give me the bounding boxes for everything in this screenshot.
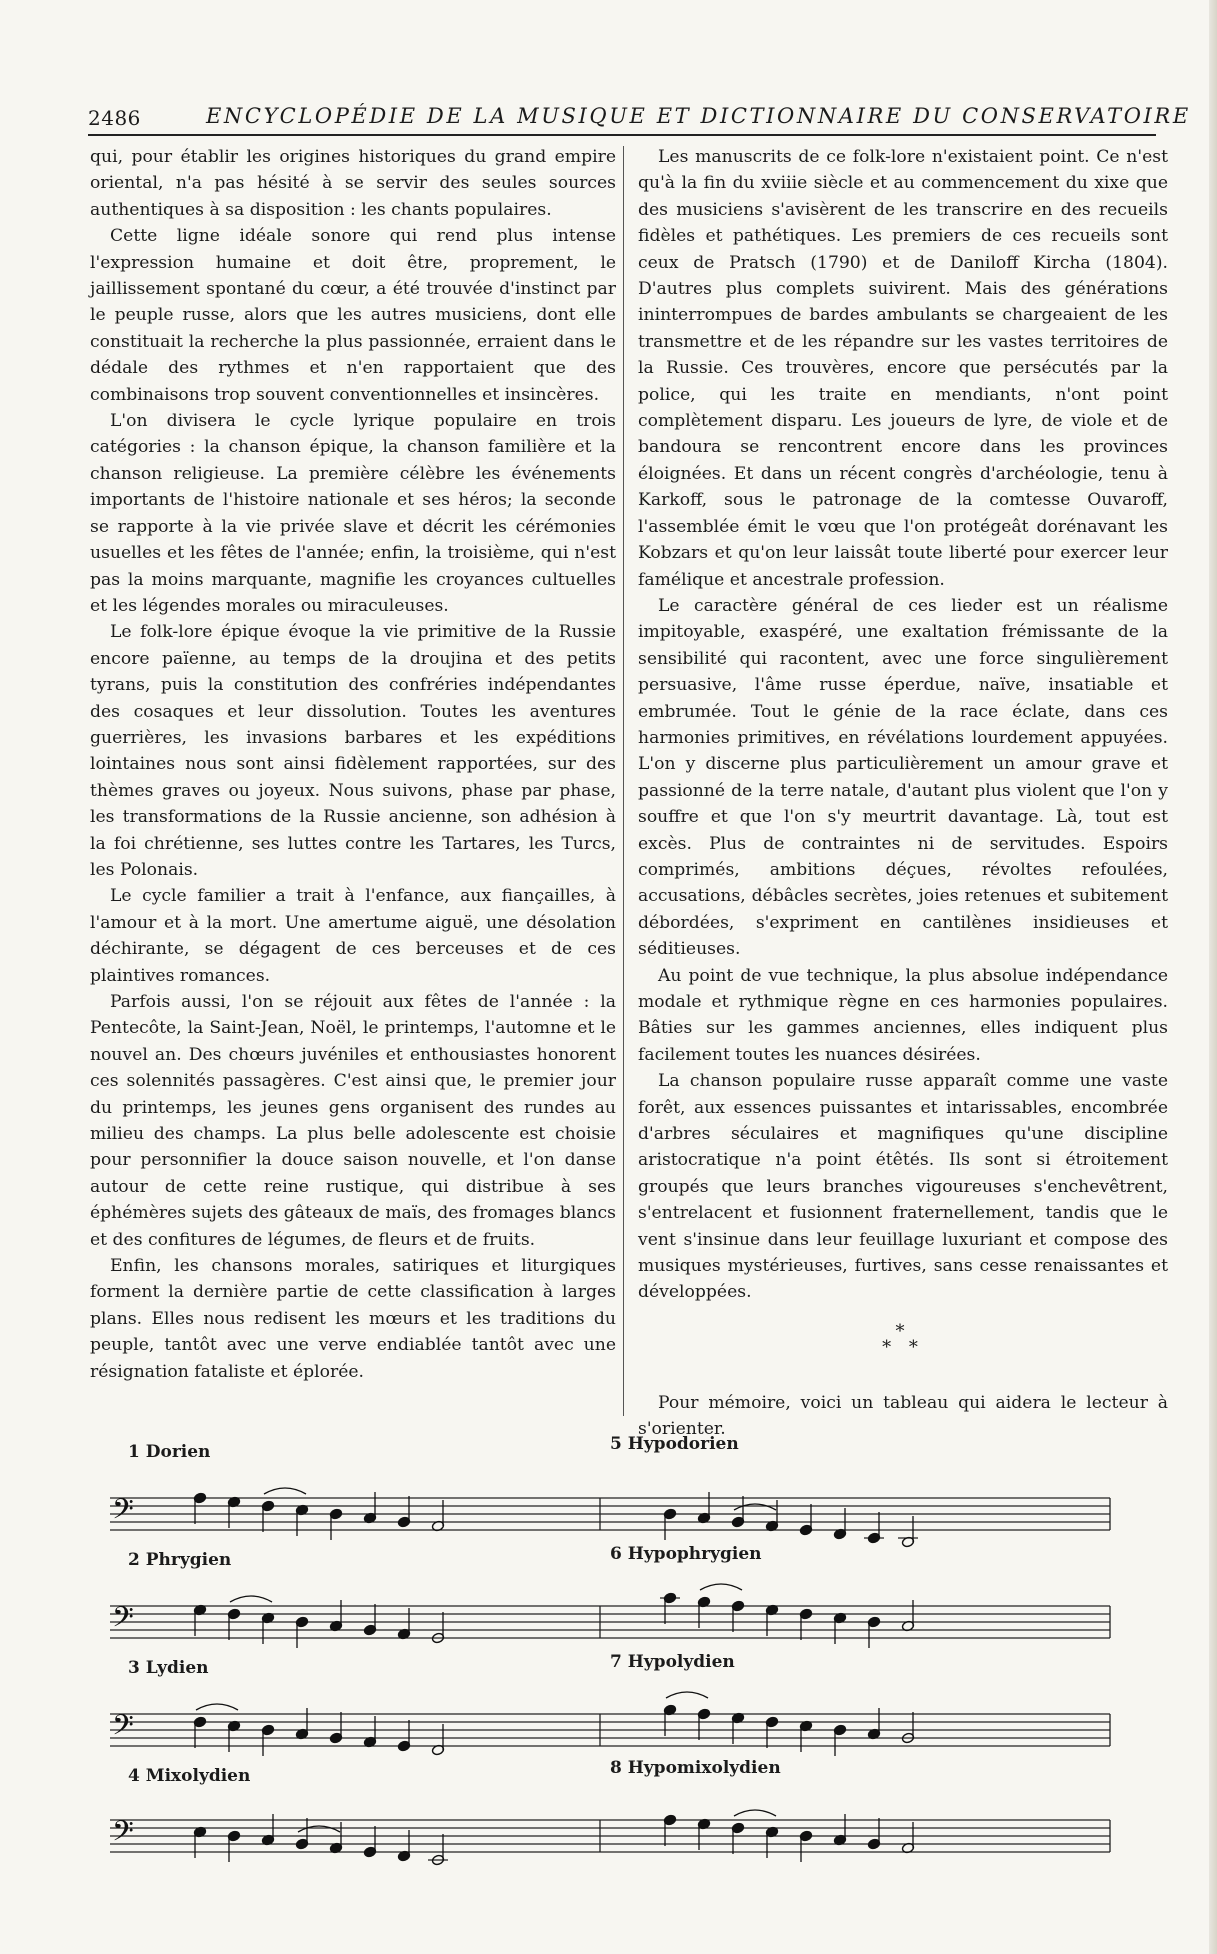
scale-label: 8 Hypomixolydien xyxy=(610,1758,781,1778)
left-column xyxy=(90,144,616,1385)
bass-clef-icon: 𝄢 xyxy=(112,1815,134,1855)
paragraph: Le caractère général de ces lieder est un réalisme impitoyable, exaspéré, une exaltation frémissante de la sensibilité qui racontent, avec une force singulièrement persuasive, l'âme russe éperdue, naïve, insatiable et embrumée. Tout le génie de la race éclate, dans ces harmonies primitives, en révélations lourdement appuyées. L'on y discerne plus particulièrement un amour grave et passionné de la terre natale, d'autant plus violent que l'on y souffre et que l'on s'y meurtrit davantage. Là, tout est excès. Plus de contraintes ni de servitudes. Espoirs comprimés, ambitions déçues, révoltes refoulées, accusations, débâcles secrètes, joies retenues et subitement débordées, s'expriment en cantilènes insidieuses et séditieuses. xyxy=(638,595,1168,960)
slur xyxy=(734,1504,776,1510)
staff-row-1 xyxy=(110,1478,1150,1538)
scale-label: 5 Hypodorien xyxy=(610,1434,739,1454)
page-header xyxy=(88,102,1191,132)
running-title: ENCYCLOPÉDIE DE LA MUSIQUE ET DICTIONNAIRE DU CONSERVATOIRE xyxy=(206,104,1191,128)
header-rule xyxy=(88,134,1156,136)
slur xyxy=(700,1584,742,1590)
staff-row-3 xyxy=(110,1694,1150,1754)
asterism-bottom: * * xyxy=(882,1336,924,1358)
scale-label: 7 Hypolydien xyxy=(610,1652,735,1672)
page-edge xyxy=(1209,0,1217,1954)
bass-clef-icon: 𝄢 xyxy=(112,1493,134,1533)
scale-label: 2 Phrygien xyxy=(128,1550,232,1570)
scale-label: 1 Dorien xyxy=(128,1442,211,1462)
bass-clef-icon: 𝄢 xyxy=(112,1709,134,1749)
paragraph: Le folk-lore épique évoque la vie primitive de la Russie encore païenne, au temps de la droujina et des petits tyrans, puis la constitution des confréries indépendantes des cosaques et leur dissolution. Toutes les aventures guerrières, les invasions barbares et les expéditions lointaines nous sont ainsi fidèlement rapportées, sur des thèmes graves ou joyeux. Nous suivons, phase par phase, les transformations de la Russie ancienne, son adhésion à la foi chrétienne, ses luttes contre les Tartares, les Turcs, les Polonais. xyxy=(90,622,616,880)
paragraph: Les manuscrits de ce folk-lore n'existaient point. Ce n'est qu'à la fin du xviiie siècle et au commencement du xixe que des musiciens s'avisèrent de les transcrire en des recueils fidèles et pathétiques. Les premiers de ces recueils sont ceux de Pratsch (1790) et de Daniloff Kircha (1804). D'autres plus complets suivirent. Mais des générations ininterrompues de bardes ambulants se chargeaient de les transmettre et de les répandre sur les vastes territoires de la Russie. Ces trouvères, encore que persécutés par la police, qui les traite en mendiants, n'ont point complètement disparu. Les joueurs de lyre, de viole et de bandoura se rencontrent encore dans les provinces éloignées. Et dans un récent congrès d'archéologie, tenu à Karkoff, sous le patronage de la comtesse Ouvaroff, l'assemblée émit le vœu que l'on protégeât dorénavant les Kobzars et qu'on leur laissât toute liberté pour exercer leur famélique et ancestrale profession. xyxy=(638,147,1168,590)
scale-label: 6 Hypophrygien xyxy=(610,1544,762,1564)
slur xyxy=(666,1692,708,1698)
paragraph: La chanson populaire russe apparaît comme une vaste forêt, aux essences puissantes et intarissables, encombrée d'arbres séculaires et magnifiques qu'une discipline aristocratique n'a point étêtés. Ils sont si étroitement groupés que leurs branches vigoureuses s'enchevêtrent, s'entrelacent et fusionnent fraternellement, tandis que le vent s'insinue dans leur feuillage luxuriant et compose des musiques mystérieuses, furtives, sans cesse renaissantes et développées. xyxy=(638,1071,1168,1303)
paragraph: qui, pour établir les origines historiques du grand empire oriental, n'a pas hésité à se servir des seules sources authentiques à sa disposition : les chants populaires. xyxy=(90,147,616,220)
asterism xyxy=(638,1320,1168,1358)
bass-clef-icon: 𝄢 xyxy=(112,1601,134,1641)
right-column xyxy=(638,144,1168,1443)
column-divider xyxy=(623,146,624,1416)
asterism-top: * xyxy=(895,1320,911,1342)
slur xyxy=(298,1826,340,1832)
paragraph: Parfois aussi, l'on se réjouit aux fêtes de l'année : la Pentecôte, la Saint-Jean, Noël, le printemps, l'automne et le nouvel an. Des chœurs juvéniles et enthousiastes honorent ces solennités passagères. C'est ainsi que, le premier jour du printemps, les jeunes gens organisent des rundes au milieu des champs. La plus belle adolescente est choisie pour personnifier la douce saison nouvelle, et l'on danse autour de cette reine rustique, qui distribue à ses éphémères sujets des gâteaux de maïs, des fromages blancs et des confitures de légumes, de fleurs et de fruits. xyxy=(90,992,616,1250)
paragraph: Le cycle familier a trait à l'enfance, aux fiançailles, à l'amour et à la mort. Une amertume aiguë, une désolation déchirante, se dégagent de ces berceuses et de ces plaintives romances. xyxy=(90,886,616,986)
slur xyxy=(734,1810,776,1816)
slur xyxy=(230,1596,272,1602)
closing-paragraph: Pour mémoire, voici un tableau qui aidera le lecteur à s'orienter. xyxy=(638,1392,1168,1440)
scale-label: 3 Lydien xyxy=(128,1658,209,1678)
staff-row-4 xyxy=(110,1800,1150,1860)
slur xyxy=(196,1704,238,1710)
slur xyxy=(264,1488,306,1494)
staff-row-2 xyxy=(110,1586,1150,1646)
paragraph: Cette ligne idéale sonore qui rend plus intense l'expression humaine et doit être, proprement, le jaillissement spontané du cœur, a été trouvée d'instinct par le peuple russe, alors que les autres musiciens, dont elle constituait la recherche la plus passionnée, erraient dans le dédale des rythmes et n'en rapportaient que des combinaisons trop souvent conventionnelles et insincères. xyxy=(90,226,616,405)
page-number: 2486 xyxy=(88,106,141,130)
paragraph: Au point de vue technique, la plus absolue indépendance modale et rythmique règne en ces harmonies populaires. Bâties sur les gammes anciennes, elles indiquent plus facilement toutes les nuances désirées. xyxy=(638,965,1168,1065)
scale-label: 4 Mixolydien xyxy=(128,1766,251,1786)
scales-table xyxy=(110,1436,1170,1856)
paragraph: L'on divisera le cycle lyrique populaire en trois catégories : la chanson épique, la chanson familière et la chanson religieuse. La première célèbre les événements importants de l'histoire nationale et ses héros; la seconde se rapporte à la vie privée slave et décrit les cérémonies usuelles et les fêtes de l'année; enfin, la troisième, qui n'est pas la moins marquante, magnifie les croyances cultuelles et les légendes morales ou miraculeuses. xyxy=(90,411,616,616)
paragraph: Enfin, les chansons morales, satiriques et liturgiques forment la dernière partie de cette classification à larges plans. Elles nous redisent les mœurs et les traditions du peuple, tantôt avec une verve endiablée tantôt avec une résignation fataliste et éplorée. xyxy=(90,1256,616,1382)
